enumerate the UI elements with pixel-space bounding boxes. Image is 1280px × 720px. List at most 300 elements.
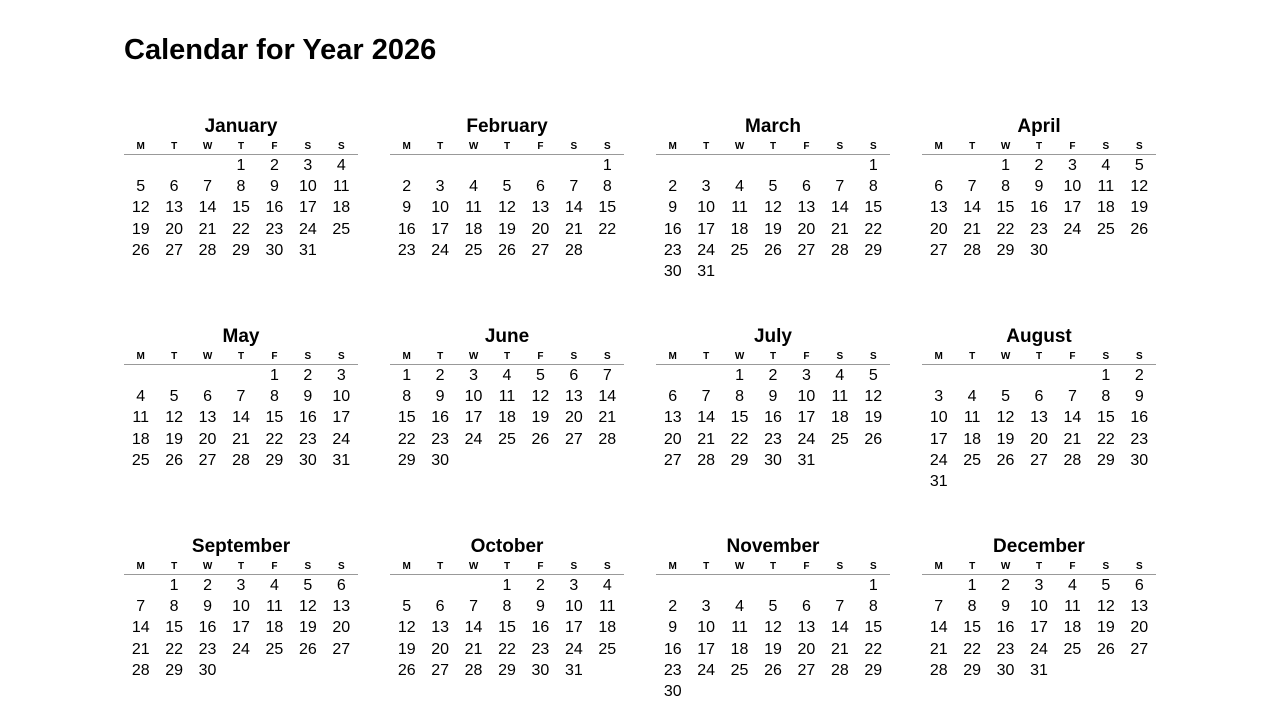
day-cell: 15 (730, 409, 749, 427)
day-cell: 5 (868, 367, 878, 384)
day-cell: 31 (929, 472, 948, 490)
day-cell: 1 (1101, 367, 1111, 384)
day-cell: 6 (569, 367, 579, 384)
empty-day-cell (490, 155, 523, 176)
day-cell: 6 (668, 388, 678, 406)
empty-day-cell (157, 155, 190, 176)
day-cell: 12 (864, 388, 883, 406)
day-cell: 21 (232, 430, 250, 448)
day-cell: 14 (830, 199, 849, 217)
weekday-label: S (1102, 141, 1110, 152)
day-cell: 23 (663, 241, 682, 259)
day-cell: 20 (564, 409, 583, 427)
day-cell: 28 (464, 661, 483, 679)
day-cell: 26 (531, 430, 550, 448)
day-cell: 19 (298, 619, 317, 637)
day-cell: 26 (397, 661, 416, 679)
day-cell: 28 (963, 241, 982, 259)
day-cell: 28 (929, 661, 948, 679)
day-cell: 20 (165, 220, 184, 238)
day-cell: 21 (963, 220, 982, 238)
day-cell: 10 (797, 388, 816, 406)
day-cell: 18 (1063, 619, 1082, 637)
day-cell: 13 (797, 199, 816, 217)
weekday-label: F (1069, 561, 1076, 572)
empty-day-cell (689, 575, 722, 596)
day-cell: 15 (963, 619, 982, 637)
day-cell: 31 (797, 451, 816, 469)
day-cell: 29 (397, 451, 416, 469)
weekday-header (922, 140, 1156, 155)
day-cell: 23 (1130, 430, 1149, 448)
day-cell: 19 (764, 220, 782, 238)
day-cell: 28 (598, 430, 617, 448)
day-cell: 5 (136, 178, 146, 196)
day-cell: 25 (830, 430, 849, 448)
day-cell: 12 (1096, 598, 1115, 616)
weekday-label: S (1135, 561, 1143, 572)
day-cell: 12 (397, 619, 416, 637)
empty-day-cell (457, 155, 490, 176)
day-cell: 31 (298, 241, 317, 259)
month-name: May (222, 326, 260, 347)
day-cell: 12 (531, 388, 550, 406)
day-cell: 29 (963, 661, 982, 679)
empty-day-cell (557, 155, 590, 176)
day-cell: 11 (132, 409, 150, 427)
day-cell: 15 (864, 199, 883, 217)
day-cell: 4 (336, 157, 346, 174)
day-cell: 13 (1130, 598, 1149, 616)
weekday-label: W (734, 351, 745, 362)
empty-day-cell (224, 365, 257, 386)
day-cell: 25 (730, 241, 749, 259)
day-cell: 27 (797, 241, 816, 259)
day-cell: 21 (598, 409, 617, 427)
weekday-label: M (402, 561, 411, 572)
day-cell: 11 (731, 619, 748, 637)
day-cell: 7 (1067, 388, 1077, 406)
day-cell: 3 (435, 178, 445, 196)
day-cell: 27 (564, 430, 583, 448)
day-cell: 22 (996, 220, 1015, 238)
empty-day-cell (457, 575, 490, 596)
day-cell: 5 (1001, 388, 1011, 406)
day-cell: 26 (1096, 640, 1115, 658)
day-cell: 16 (397, 220, 416, 238)
weekday-header (656, 560, 890, 575)
day-cell: 27 (165, 241, 184, 259)
weekday-label: M (402, 141, 411, 152)
day-cell: 13 (929, 199, 948, 217)
day-cell: 20 (198, 430, 217, 448)
day-cell: 1 (402, 367, 412, 384)
day-cell: 24 (332, 430, 351, 448)
weekday-label: S (836, 351, 844, 362)
weekday-header (124, 140, 358, 155)
day-cell: 24 (431, 241, 450, 259)
weekday-label: T (769, 141, 777, 152)
day-cell: 26 (996, 451, 1015, 469)
day-cell: 31 (697, 262, 716, 280)
day-cell: 21 (697, 430, 716, 448)
day-cell: 23 (764, 430, 782, 448)
month-june (390, 326, 624, 471)
day-grid (922, 155, 1156, 261)
day-cell: 10 (464, 388, 483, 406)
weekday-label: S (869, 561, 877, 572)
day-cell: 24 (797, 430, 816, 448)
weekday-label: S (869, 351, 877, 362)
weekday-label: T (769, 561, 777, 572)
day-grid (656, 365, 890, 471)
weekday-label: S (603, 561, 611, 572)
day-cell: 9 (535, 598, 545, 616)
weekday-label: T (437, 351, 444, 362)
day-cell: 17 (1063, 199, 1082, 217)
day-cell: 19 (996, 430, 1015, 448)
day-cell: 3 (934, 388, 944, 406)
day-cell: 14 (697, 409, 716, 427)
day-cell: 24 (298, 220, 317, 238)
day-cell: 4 (1101, 157, 1111, 174)
day-cell: 1 (169, 577, 179, 594)
day-grid (390, 155, 624, 261)
day-cell: 11 (332, 178, 350, 196)
day-cell: 21 (198, 220, 217, 238)
day-cell: 10 (332, 388, 351, 406)
day-cell: 18 (498, 409, 516, 427)
empty-day-cell (723, 575, 756, 596)
day-cell: 17 (332, 409, 351, 427)
month-name: August (1006, 326, 1072, 347)
day-cell: 26 (1130, 220, 1149, 238)
day-cell: 8 (402, 388, 412, 406)
day-cell: 13 (198, 409, 217, 427)
day-cell: 23 (663, 661, 682, 679)
day-cell: 29 (996, 241, 1015, 259)
day-cell: 4 (136, 388, 146, 406)
day-cell: 26 (864, 430, 883, 448)
empty-day-cell (124, 155, 157, 176)
day-cell: 4 (735, 598, 745, 616)
day-grid (124, 365, 358, 471)
weekday-label: T (237, 351, 245, 362)
day-cell: 10 (564, 598, 583, 616)
day-cell: 18 (598, 619, 617, 637)
day-cell: 14 (598, 388, 617, 406)
day-cell: 7 (835, 598, 845, 616)
weekday-header (656, 350, 890, 365)
day-cell: 16 (764, 409, 782, 427)
day-cell: 7 (136, 598, 146, 616)
weekday-label: S (570, 351, 578, 362)
day-cell: 18 (1096, 199, 1115, 217)
day-cell: 29 (265, 451, 284, 469)
day-cell: 17 (1030, 619, 1048, 637)
day-cell: 30 (1030, 241, 1048, 259)
day-cell: 30 (663, 262, 682, 280)
day-cell: 25 (963, 451, 982, 469)
day-cell: 20 (663, 430, 682, 448)
weekday-label: T (437, 141, 444, 152)
day-cell: 22 (864, 220, 883, 238)
day-cell: 4 (835, 367, 845, 384)
day-cell: 19 (764, 640, 782, 658)
empty-day-cell (390, 575, 423, 596)
day-cell: 6 (203, 388, 213, 406)
day-cell: 14 (1063, 409, 1082, 427)
day-cell: 17 (232, 619, 250, 637)
day-cell: 4 (1067, 577, 1077, 594)
day-cell: 3 (303, 157, 313, 174)
day-cell: 16 (265, 199, 284, 217)
empty-day-cell (423, 155, 456, 176)
day-cell: 3 (701, 598, 711, 616)
day-cell: 13 (431, 619, 450, 637)
day-cell: 17 (431, 220, 450, 238)
weekday-label: F (537, 561, 544, 572)
day-cell: 14 (564, 199, 583, 217)
weekday-label: W (1000, 561, 1011, 572)
day-cell: 5 (502, 178, 512, 196)
empty-day-cell (989, 365, 1022, 386)
day-cell: 29 (165, 661, 184, 679)
day-cell: 2 (535, 577, 545, 594)
month-name: July (753, 326, 793, 347)
day-cell: 29 (864, 661, 883, 679)
day-cell: 13 (797, 619, 816, 637)
day-cell: 22 (165, 640, 184, 658)
day-cell: 19 (498, 220, 516, 238)
day-cell: 16 (531, 619, 550, 637)
day-cell: 18 (131, 430, 150, 448)
weekday-header (390, 350, 624, 365)
weekday-label: T (503, 561, 511, 572)
weekday-header (656, 140, 890, 155)
day-grid (390, 575, 624, 681)
empty-day-cell (723, 155, 756, 176)
day-cell: 22 (397, 430, 416, 448)
day-cell: 22 (730, 430, 749, 448)
day-cell: 28 (1063, 451, 1082, 469)
empty-day-cell (524, 155, 557, 176)
weekday-label: T (703, 351, 710, 362)
day-cell: 11 (963, 409, 981, 427)
day-cell: 15 (996, 199, 1015, 217)
day-cell: 11 (1064, 598, 1081, 616)
day-cell: 8 (169, 598, 179, 616)
day-cell: 26 (131, 241, 150, 259)
weekday-header (922, 350, 1156, 365)
day-cell: 30 (1130, 451, 1149, 469)
day-cell: 26 (764, 241, 782, 259)
day-cell: 21 (830, 220, 849, 238)
weekday-label: W (202, 141, 213, 152)
day-cell: 19 (864, 409, 883, 427)
empty-day-cell (823, 155, 856, 176)
empty-day-cell (191, 365, 224, 386)
weekday-label: T (969, 141, 976, 152)
empty-day-cell (955, 155, 988, 176)
day-cell: 20 (1130, 619, 1149, 637)
weekday-label: F (1069, 141, 1076, 152)
day-cell: 29 (1096, 451, 1115, 469)
weekday-header (922, 560, 1156, 575)
weekday-label: S (304, 141, 312, 152)
day-cell: 13 (1030, 409, 1048, 427)
day-cell: 9 (768, 388, 778, 406)
day-cell: 22 (864, 640, 883, 658)
weekday-label: F (271, 141, 278, 152)
day-cell: 5 (303, 577, 313, 594)
month-name: June (484, 326, 530, 347)
weekday-label: M (934, 351, 943, 362)
weekday-label: W (1000, 141, 1011, 152)
month-march (656, 116, 890, 282)
day-cell: 28 (232, 451, 250, 469)
day-cell: 3 (1067, 157, 1077, 174)
day-cell: 14 (830, 619, 849, 637)
day-cell: 1 (868, 157, 878, 174)
day-cell: 19 (397, 640, 416, 658)
day-cell: 12 (1130, 178, 1149, 196)
day-cell: 20 (929, 220, 948, 238)
month-name: November (726, 536, 820, 557)
day-cell: 1 (735, 367, 745, 384)
day-cell: 26 (498, 241, 516, 259)
day-cell: 25 (131, 451, 150, 469)
empty-day-cell (157, 365, 190, 386)
weekday-label: T (171, 141, 178, 152)
day-cell: 25 (498, 430, 516, 448)
empty-day-cell (423, 575, 456, 596)
day-cell: 22 (265, 430, 284, 448)
empty-day-cell (756, 575, 789, 596)
day-cell: 12 (298, 598, 317, 616)
weekday-label: T (237, 141, 245, 152)
day-cell: 21 (830, 640, 849, 658)
day-cell: 7 (967, 178, 977, 196)
day-cell: 14 (131, 619, 150, 637)
day-cell: 17 (929, 430, 948, 448)
day-cell: 20 (797, 640, 816, 658)
weekday-label: W (734, 141, 745, 152)
day-cell: 31 (1030, 661, 1048, 679)
day-cell: 1 (236, 157, 246, 174)
day-cell: 3 (1034, 577, 1044, 594)
month-name: March (745, 116, 801, 137)
month-name: October (470, 536, 544, 557)
weekday-label: W (734, 561, 745, 572)
weekday-label: M (934, 141, 943, 152)
day-cell: 31 (332, 451, 351, 469)
day-cell: 24 (464, 430, 483, 448)
day-cell: 8 (236, 178, 246, 196)
day-cell: 9 (402, 199, 412, 217)
day-cell: 12 (165, 409, 184, 427)
day-cell: 19 (131, 220, 150, 238)
day-cell: 16 (663, 640, 682, 658)
empty-day-cell (922, 155, 955, 176)
day-cell: 24 (232, 640, 250, 658)
day-cell: 4 (735, 178, 745, 196)
month-name: January (204, 116, 278, 137)
day-cell: 27 (1030, 451, 1048, 469)
day-cell: 16 (663, 220, 682, 238)
day-cell: 8 (735, 388, 745, 406)
weekday-label: F (803, 561, 810, 572)
day-cell: 22 (963, 640, 982, 658)
weekday-label: T (503, 351, 511, 362)
day-cell: 2 (668, 598, 678, 616)
day-cell: 3 (569, 577, 579, 594)
day-grid (922, 365, 1156, 492)
day-cell: 10 (929, 409, 948, 427)
day-cell: 18 (265, 619, 284, 637)
weekday-label: F (271, 351, 278, 362)
day-cell: 27 (1130, 640, 1149, 658)
day-cell: 18 (730, 640, 749, 658)
day-cell: 25 (730, 661, 749, 679)
day-cell: 18 (963, 430, 982, 448)
weekday-label: W (1000, 351, 1011, 362)
day-cell: 8 (1001, 178, 1011, 196)
empty-day-cell (191, 155, 224, 176)
day-cell: 15 (265, 409, 284, 427)
day-cell: 17 (697, 220, 716, 238)
day-cell: 24 (1030, 640, 1048, 658)
month-july (656, 326, 890, 471)
day-cell: 15 (165, 619, 184, 637)
day-cell: 17 (564, 619, 583, 637)
day-cell: 21 (929, 640, 948, 658)
month-december (922, 536, 1156, 681)
weekday-label: S (337, 561, 345, 572)
empty-day-cell (124, 575, 157, 596)
month-february (390, 116, 624, 261)
day-cell: 1 (502, 577, 512, 594)
day-cell: 27 (663, 451, 682, 469)
weekday-label: S (337, 351, 345, 362)
day-cell: 16 (996, 619, 1015, 637)
day-cell: 25 (1063, 640, 1082, 658)
empty-day-cell (656, 155, 689, 176)
day-cell: 12 (764, 199, 782, 217)
day-cell: 30 (265, 241, 284, 259)
day-grid (124, 155, 358, 261)
day-cell: 17 (464, 409, 483, 427)
day-cell: 30 (198, 661, 217, 679)
day-cell: 23 (996, 640, 1015, 658)
day-cell: 14 (929, 619, 948, 637)
day-cell: 21 (131, 640, 150, 658)
day-cell: 24 (1063, 220, 1082, 238)
day-cell: 15 (397, 409, 416, 427)
day-cell: 6 (435, 598, 445, 616)
day-cell: 29 (730, 451, 749, 469)
day-cell: 30 (996, 661, 1015, 679)
day-cell: 3 (336, 367, 346, 384)
day-cell: 16 (1130, 409, 1149, 427)
day-cell: 30 (764, 451, 782, 469)
day-cell: 2 (269, 157, 279, 174)
day-cell: 19 (531, 409, 550, 427)
day-cell: 5 (768, 178, 778, 196)
day-cell: 27 (531, 241, 550, 259)
day-cell: 25 (1096, 220, 1115, 238)
day-cell: 17 (697, 640, 716, 658)
